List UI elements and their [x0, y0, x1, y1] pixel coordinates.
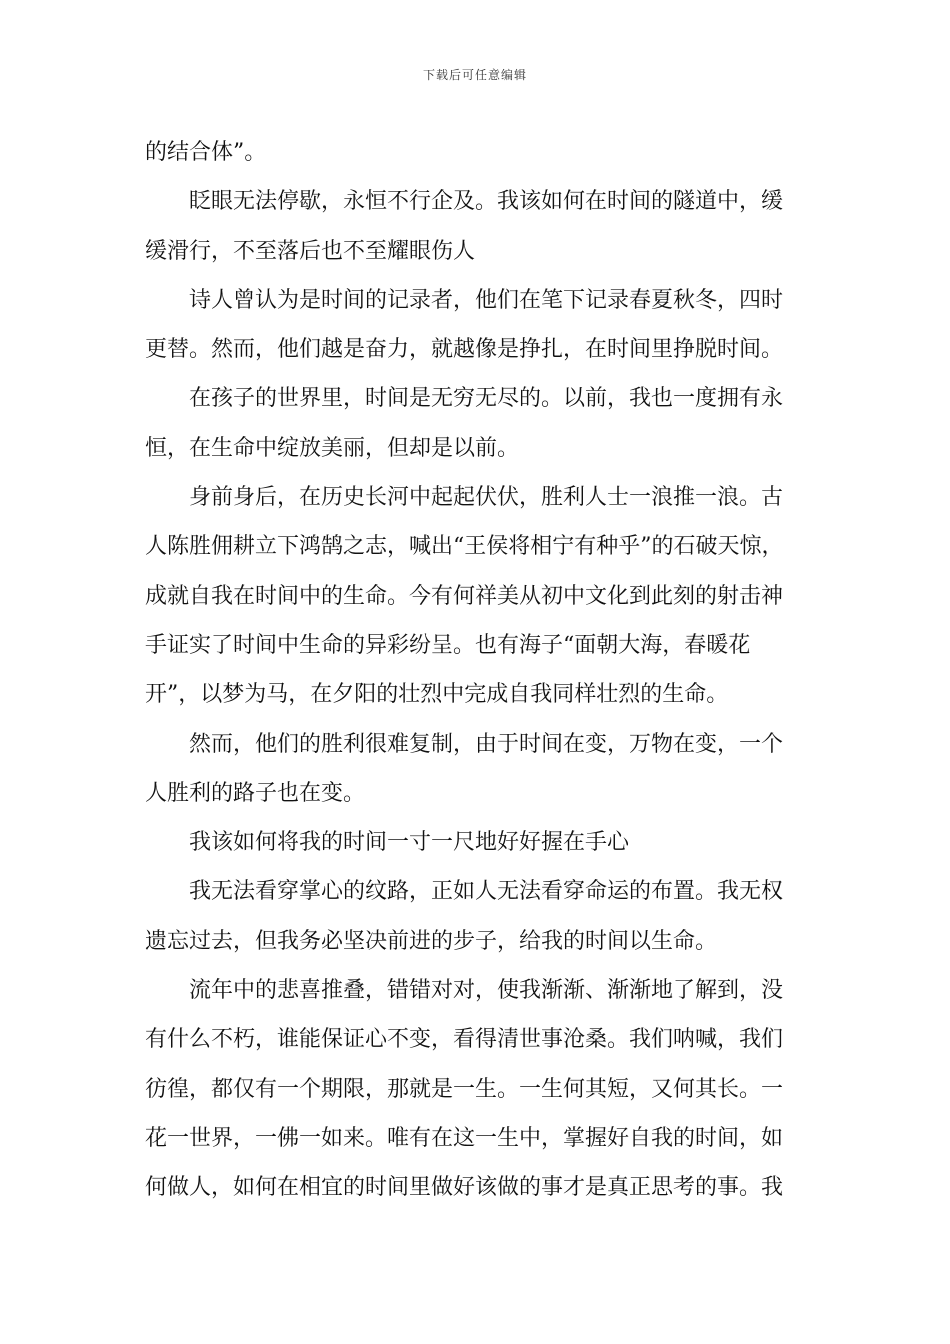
document-body — [145, 128, 805, 1213]
text-line: 恒，在生命中绽放美丽，但却是以前。 — [145, 435, 520, 461]
text-line: 人陈胜佣耕立下鸿鹄之志，喊出“王侯将相宁有种乎”的石破天惊， — [145, 534, 784, 560]
text-line: 遗忘过去，但我务必坚决前进的步子，给我的时间以生命。 — [145, 928, 718, 954]
text-line: 的结合体”。 — [145, 140, 267, 165]
text-line: 花一世界，一佛一如来。唯有在这一生中，掌握好自我的时间，如 — [145, 1125, 784, 1151]
text-line: 身前身后，在历史长河中起起伏伏，胜利人士一浪推一浪。古 — [189, 485, 784, 511]
text-line: 何做人，如何在相宜的时间里做好该做的事才是真正思考的事。我 — [145, 1175, 784, 1201]
text-line: 成就自我在时间中的生命。今有何祥美从初中文化到此刻的射击神 — [145, 583, 784, 609]
text-line: 诗人曾认为是时间的记录者，他们在笔下记录春夏秋冬，四时 — [189, 287, 784, 313]
page-header: 下载后可任意编辑 — [422, 68, 527, 82]
text-line: 在孩子的世界里，时间是无穷无尽的。以前，我也一度拥有永 — [189, 386, 784, 412]
text-line: 有什么不朽，谁能保证心不变，看得清世事沧桑。我们呐喊，我们 — [145, 1027, 784, 1053]
text-line: 我无法看穿掌心的纹路，正如人无法看穿命运的布置。我无权 — [189, 879, 784, 905]
text-line: 更替。然而，他们越是奋力，就越像是挣扎，在时间里挣脱时间。 — [145, 337, 784, 363]
text-line: 然而，他们的胜利很难复制，由于时间在变，万物在变，一个 — [189, 731, 784, 757]
text-line: 彷徨，都仅有一个期限，那就是一生。一生何其短，又何其长。一 — [145, 1076, 784, 1102]
text-line: 我该如何将我的时间一寸一尺地好好握在手心 — [189, 830, 630, 856]
text-line: 开”，以梦为马，在夕阳的壮烈中完成自我同样壮烈的生命。 — [145, 682, 729, 708]
text-line: 手证实了时间中生命的异彩纷呈。也有海子“面朝大海，春暖花 — [145, 632, 751, 658]
text-line: 人胜利的路子也在变。 — [145, 780, 366, 806]
text-line: 缓滑行，不至落后也不至耀眼伤人 — [145, 238, 476, 264]
text-line: 流年中的悲喜推叠，错错对对，使我渐渐、渐渐地了解到，没 — [189, 978, 784, 1004]
text-line: 眨眼无法停歇，永恒不行企及。我该如何在时间的隧道中，缓 — [189, 189, 784, 215]
